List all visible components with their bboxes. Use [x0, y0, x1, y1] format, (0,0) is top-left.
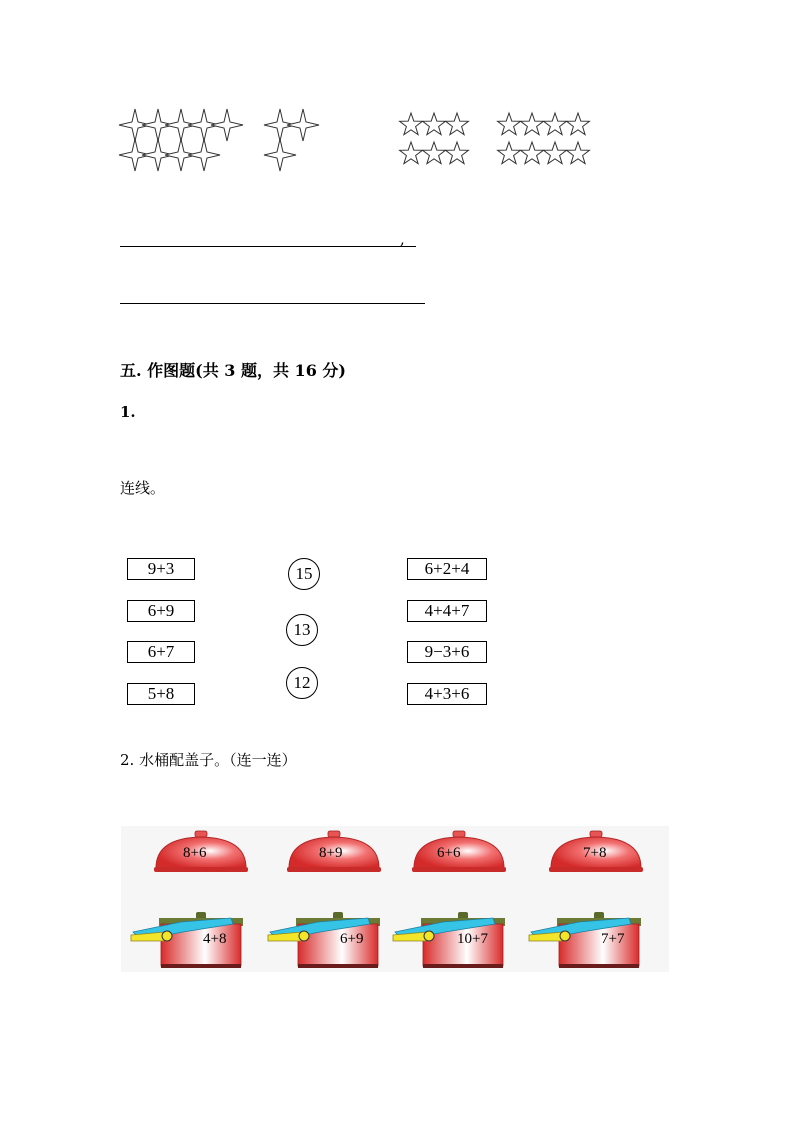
- stars-figure: [118, 104, 598, 176]
- right-box-3[interactable]: 9−3+6: [407, 641, 487, 663]
- circle-number-1[interactable]: 15: [288, 558, 320, 590]
- lid-label-4: 7+8: [583, 845, 607, 861]
- answer-comma: ,: [400, 230, 405, 248]
- right-box-2[interactable]: 4+4+7: [407, 600, 487, 622]
- question-2-title: 2. 水桶配盖子。（连一连）: [120, 751, 297, 769]
- lid-label-2: 8+9: [319, 845, 343, 861]
- sparkle-group-left: [119, 109, 319, 171]
- pot-label-4: 7+7: [601, 931, 625, 947]
- lid-label-1: 8+6: [183, 845, 207, 861]
- answer-line-1[interactable]: [120, 246, 416, 247]
- pot-label-3: 10+7: [457, 931, 488, 947]
- pot-lid-panel: [121, 826, 669, 972]
- left-box-3[interactable]: 6+7: [127, 641, 195, 663]
- question-1-instruction: 连线。: [120, 479, 166, 497]
- right-box-4[interactable]: 4+3+6: [407, 683, 487, 705]
- pot-icon-3[interactable]: [393, 912, 505, 968]
- left-box-4[interactable]: 5+8: [127, 683, 195, 705]
- answer-line-2[interactable]: [120, 303, 425, 304]
- circle-number-2[interactable]: 13: [286, 614, 318, 646]
- circle-number-3[interactable]: 12: [286, 667, 318, 699]
- question-1-number: 1.: [120, 403, 136, 421]
- pot-label-2: 6+9: [340, 931, 364, 947]
- left-box-1[interactable]: 9+3: [127, 558, 195, 580]
- section-title: 五. 作图题(共 3 题，共 16 分): [120, 361, 346, 380]
- left-box-2[interactable]: 6+9: [127, 600, 195, 622]
- right-box-1[interactable]: 6+2+4: [407, 558, 487, 580]
- star-group-right: [400, 113, 590, 164]
- lid-label-3: 6+6: [437, 845, 461, 861]
- pot-label-1: 4+8: [203, 931, 227, 947]
